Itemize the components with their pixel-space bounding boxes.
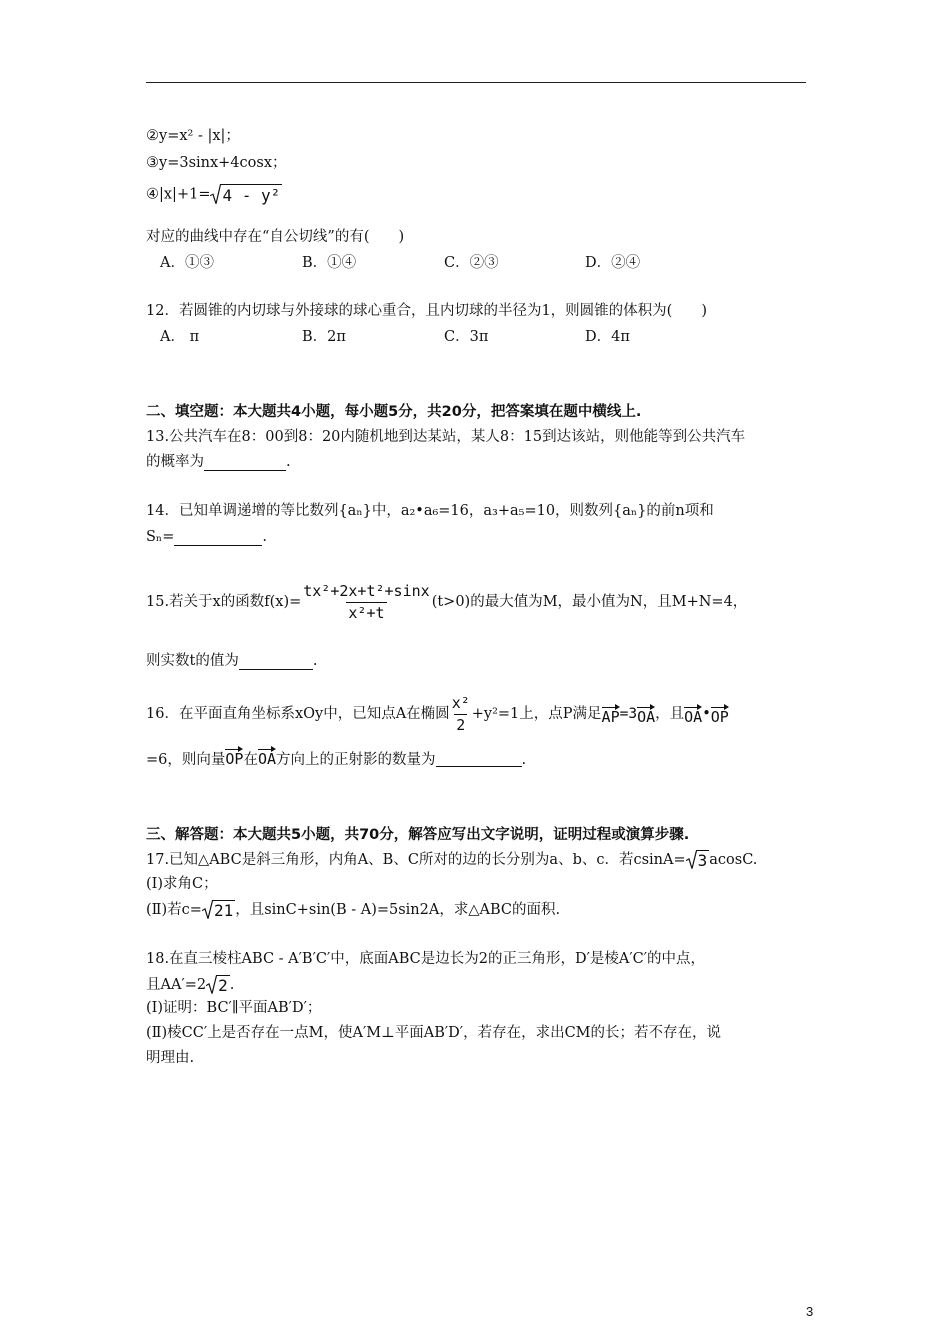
q11-option-c: C．②③ — [444, 255, 499, 271]
fraction: $\frac{\text{tx²+2x+t²+sinx}}{\text{x²+t}}$ — [303, 582, 430, 622]
q18-line2: 且AA′=2 2 . — [146, 976, 235, 995]
header-rule — [146, 82, 806, 83]
q14-line2: Sₙ= . — [146, 529, 267, 545]
vector-oa: OA — [637, 704, 655, 725]
q11-item-3: ③y=3sinx+4cosx； — [146, 155, 287, 171]
section2-heading: 二、填空题：本大题共4小题，每小题5分，共20分，把答案填在题中横线上. — [146, 404, 642, 420]
answer-blank — [204, 455, 286, 471]
vector-op: OP — [225, 746, 243, 767]
q11-option-d: D．②④ — [585, 255, 641, 271]
q12-option-b: B．2π — [302, 329, 346, 345]
vector-op: OP — [711, 704, 729, 725]
vector-ap: AP — [602, 704, 620, 725]
q15-line1: 15.若关于x的函数f(x)= $\frac{\text{tx²+2x+t²+sinx}}{\text{x²+t}}$ (t>0)的最大值为M，最小值为N，且M+N=4， — [146, 582, 748, 622]
q16-line1: 16．在平面直角坐标系xOy中，已知点A在椭圆 $\frac{\text{x²}}{2}$ +y²=1上，点P满足 AP =3 OA ，且 OA • OP — [146, 694, 729, 734]
sqrt-expression: 2 — [206, 975, 230, 995]
q17-line1: 17.已知△ABC是斜三角形，内角A、B、C所对的边的长分别为a、b、c．若csinA= 3 acosC. — [146, 851, 758, 870]
q11-option-b: B．①④ — [302, 255, 357, 271]
q11-stem: 对应的曲线中存在“自公切线”的有( ) — [146, 229, 405, 245]
q11-option-a: A．①③ — [160, 255, 214, 271]
q13-line1: 13.公共汽车在8：00到8：20内随机地到达某站，某人8：15到达该站，则他能等到公共汽车 — [146, 429, 746, 445]
answer-blank — [174, 530, 262, 546]
section3-heading: 三、解答题：本大题共5小题，共70分，解答应写出文字说明，证明过程或演算步骤. — [146, 827, 690, 843]
answer-blank — [239, 654, 313, 670]
vector-oa: OA — [684, 704, 702, 725]
answer-blank — [436, 752, 522, 768]
q11-item-2: ②y=x² - |x|； — [146, 128, 240, 144]
q18-part1: (Ⅰ)证明：BC′∥平面AB′D′； — [146, 1000, 322, 1016]
vector-oa: OA — [258, 746, 276, 767]
q13-line2: 的概率为 . — [146, 454, 291, 470]
q17-part1: (Ⅰ)求角C； — [146, 876, 218, 892]
sqrt-expression: 4 - y² — [210, 184, 282, 205]
q12-option-c: C．3π — [444, 329, 489, 345]
q11-item-4: ④|x|+1= 4 - y² — [146, 186, 281, 205]
q14-line1: 14．已知单调递增的等比数列{aₙ}中，a₂•a₆=16，a₃+a₅=10，则数列{aₙ}的前n项和 — [146, 503, 714, 519]
q15-line2: 则实数t的值为 . — [146, 653, 318, 669]
q12-stem: 12．若圆锥的内切球与外接球的球心重合，且内切球的半径为1，则圆锥的体积为( ) — [146, 303, 707, 319]
page-number: 3 — [806, 1304, 814, 1319]
q18-part2-line2: 明理由. — [146, 1050, 195, 1066]
q16-line2: =6，则向量 OP 在 OA 方向上的正射影的数量为 . — [146, 746, 526, 767]
q12-option-a: A． π — [160, 329, 200, 345]
q12-option-d: D．4π — [585, 329, 630, 345]
q18-part2-line1: (Ⅱ)棱CC′上是否存在一点M，使A′M⊥平面AB′D′，若存在，求出CM的长；若不存在，说 — [146, 1025, 722, 1041]
fraction: $\frac{\text{x²}}{2}$ — [451, 694, 470, 734]
q17-part2: (Ⅱ)若c= 21 ，且sinC+sin(B - A)=5sin2A，求△ABC的面积. — [146, 901, 561, 920]
sqrt-expression: 21 — [202, 900, 235, 920]
q18-line1: 18.在直三棱柱ABC - A′B′C′中，底面ABC是边长为2的正三角形，D′是棱A′C′的中点， — [146, 951, 706, 967]
sqrt-expression: 3 — [686, 850, 710, 870]
